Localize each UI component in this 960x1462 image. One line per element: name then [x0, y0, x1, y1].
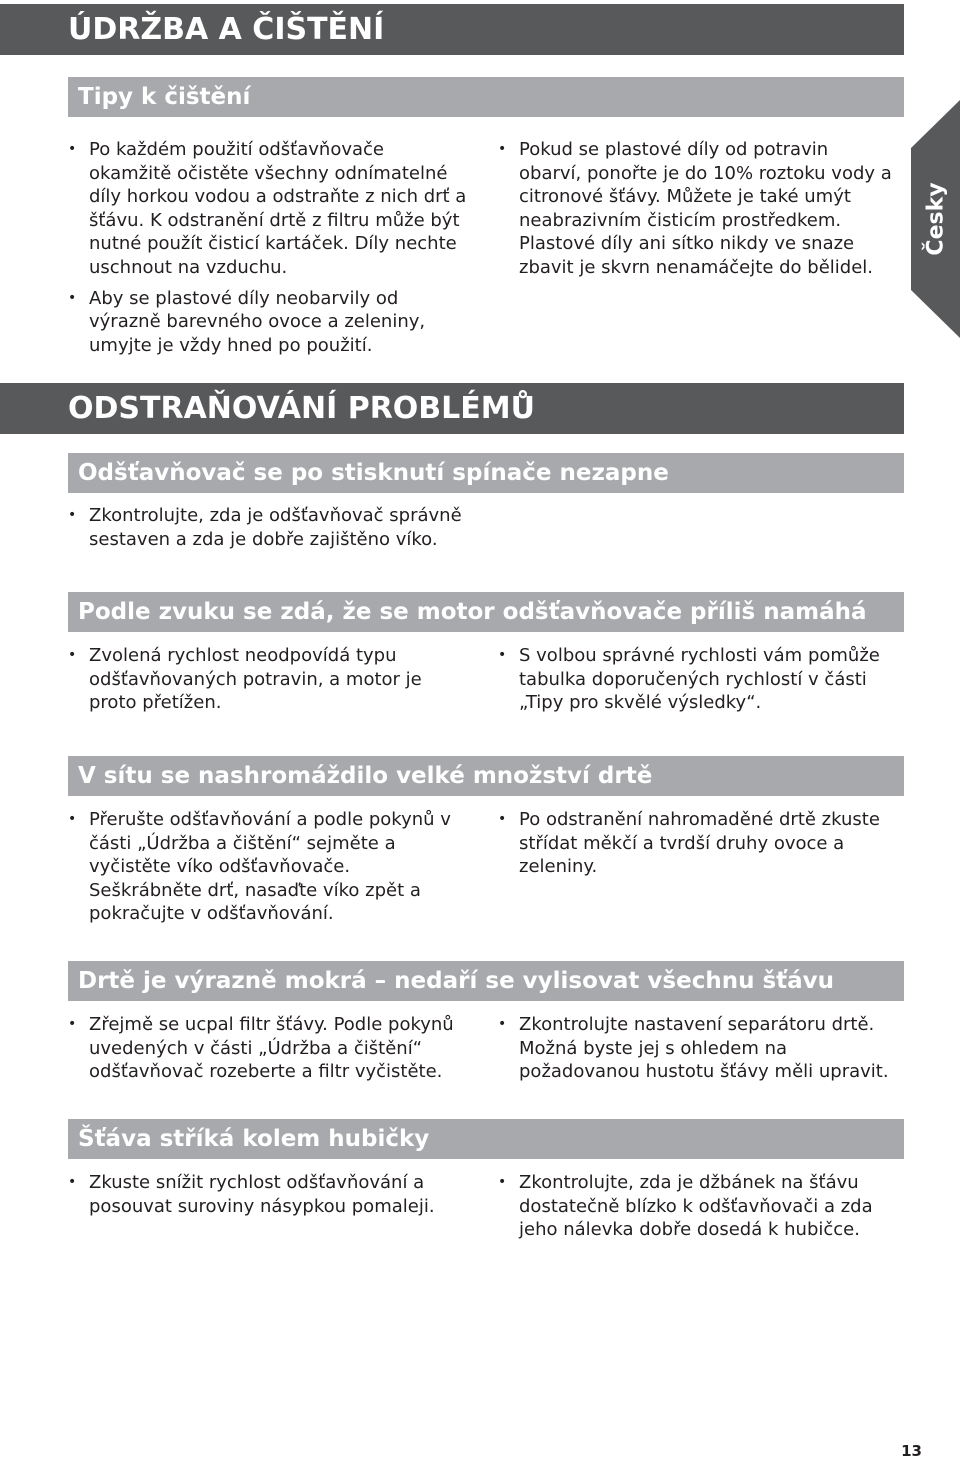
problem-header [68, 1119, 904, 1159]
bullet-glyph: • [68, 647, 77, 663]
bullet-list [68, 808, 468, 926]
bullet-list [498, 644, 898, 715]
problem-left-column [68, 1013, 468, 1091]
troubleshooting-header [0, 383, 904, 434]
problem-right-column [498, 1013, 896, 1091]
list-item: • Pokud se plastové díly od potravin obarví, ponořte je do 10% roztoku vody a citronové šťávy. Můžete je také umýt neabrazivním čisticím prostředkem. Plastové díly ani sítko nikdy ve snaze zbavit je skvrn nenamáčejte do bělidel. [498, 139, 892, 278]
language-side-tab [911, 100, 960, 338]
problem-left-column [68, 644, 468, 722]
list-item: • Aby se plastové díly neobarvily od výrazně barevného ovoce a zeleniny, umyjte je vždy hned po použití. [68, 287, 426, 356]
cleaning-tips-left-column [68, 138, 468, 364]
bullet-list [498, 138, 896, 280]
problem-title: V sítu se nashromáždilo velké množství drtě [78, 763, 653, 789]
bullet-glyph: • [498, 141, 507, 157]
bullet-glyph: • [68, 289, 77, 306]
problem-title: Odšťavňovač se po stisknutí spínače nezapne [78, 460, 669, 486]
bullet-glyph: • [68, 507, 77, 523]
problem-title: Drtě je výrazně mokrá – nedaří se vylisovat všechnu šťávu [78, 968, 835, 994]
page-number: 13 [901, 1442, 922, 1460]
bullet-glyph: • [498, 1174, 507, 1190]
problem-left-column [68, 808, 468, 933]
bullet-list [498, 1171, 898, 1242]
bullet-list [68, 138, 468, 357]
list-item: • Zkontrolujte, zda je odšťavňovač správně sestaven a zda je dobře zajištěno víko. [68, 505, 462, 550]
cleaning-tips-title: Tipy k čištění [78, 84, 251, 110]
cleaning-tips-header [68, 77, 904, 117]
list-item: • S volbou správné rychlosti vám pomůže tabulka doporučených rychlostí v části „Tipy pro skvělé výsledky“. [498, 645, 880, 714]
problem-header [68, 961, 904, 1001]
bullet-list [498, 1013, 896, 1084]
problem-title: Podle zvuku se zdá, že se motor odšťavňovače příliš namáhá [78, 599, 867, 625]
list-item: • Zřejmě se ucpal filtr šťávy. Podle pokynů uvedených v části „Údržba a čištění“ odšťavňovač rozeberte a filtr vyčistěte. [68, 1014, 454, 1083]
bullet-glyph: • [68, 141, 77, 157]
list-item: • Zkuste snížit rychlost odšťavňování a posouvat suroviny násypkou pomaleji. [68, 1172, 435, 1217]
problem-header [68, 592, 904, 632]
side-tab-label: Česky [923, 182, 948, 256]
problem-header [68, 453, 904, 493]
problem-left-column [68, 1171, 468, 1225]
list-item: • Po odstranění nahromaděné drtě zkuste střídat měkčí a tvrdší druhy ovoce a zeleniny. [498, 809, 880, 878]
maintenance-title: ÚDRŽBA A ČIŠTĚNÍ [68, 12, 385, 47]
list-item: • Zkontrolujte, zda je džbánek na šťávu dostatečně blízko k odšťavňovači a zda jeho nálevka dobře dosedá k hubičce. [498, 1172, 873, 1241]
list-item: • Zkontrolujte nastavení separátoru drtě. Možná byste jej s ohledem na požadovanou hustotu šťávy měli upravit. [498, 1014, 889, 1083]
problem-right-column [498, 808, 898, 886]
list-item: • Zvolená rychlost neodpovídá typu odšťavňovaných potravin, a motor je proto přetížen. [68, 645, 422, 714]
problem-header [68, 756, 904, 796]
troubleshooting-title: ODSTRAŇOVÁNÍ PROBLÉMŮ [68, 391, 535, 426]
list-item: • Přerušte odšťavňování a podle pokynů v části „Údržba a čištění“ sejměte a vyčistěte víko odšťavňovače. Seškrábněte drť, nasaďte víko zpět a pokračujte v odšťavňování. [68, 809, 451, 925]
bullet-list [68, 504, 468, 551]
maintenance-header [0, 4, 904, 55]
cleaning-tips-right-column [498, 138, 896, 287]
list-item: • Po každém použití odšťavňovače okamžitě očistěte všechny odnímatelné díly horkou vodou a odstraňte z nich drť a šťávu. K odstranění drtě z filtru může být nutné použít čisticí kartáček. Díly nechte uschnout na vzduchu. [68, 139, 467, 278]
bullet-list [68, 644, 468, 715]
bullet-glyph: • [68, 811, 77, 827]
bullet-glyph: • [498, 811, 507, 827]
problem-title: Šťáva stříká kolem hubičky [78, 1126, 430, 1152]
problem-right-column [498, 1171, 898, 1249]
bullet-glyph: • [68, 1016, 77, 1032]
bullet-glyph: • [68, 1174, 77, 1190]
bullet-glyph: • [498, 647, 507, 663]
bullet-glyph: • [498, 1016, 507, 1032]
bullet-list [68, 1013, 468, 1084]
bullet-list [68, 1171, 468, 1218]
bullet-list [498, 808, 898, 879]
problem-left-column [68, 504, 468, 558]
problem-right-column [498, 644, 898, 722]
